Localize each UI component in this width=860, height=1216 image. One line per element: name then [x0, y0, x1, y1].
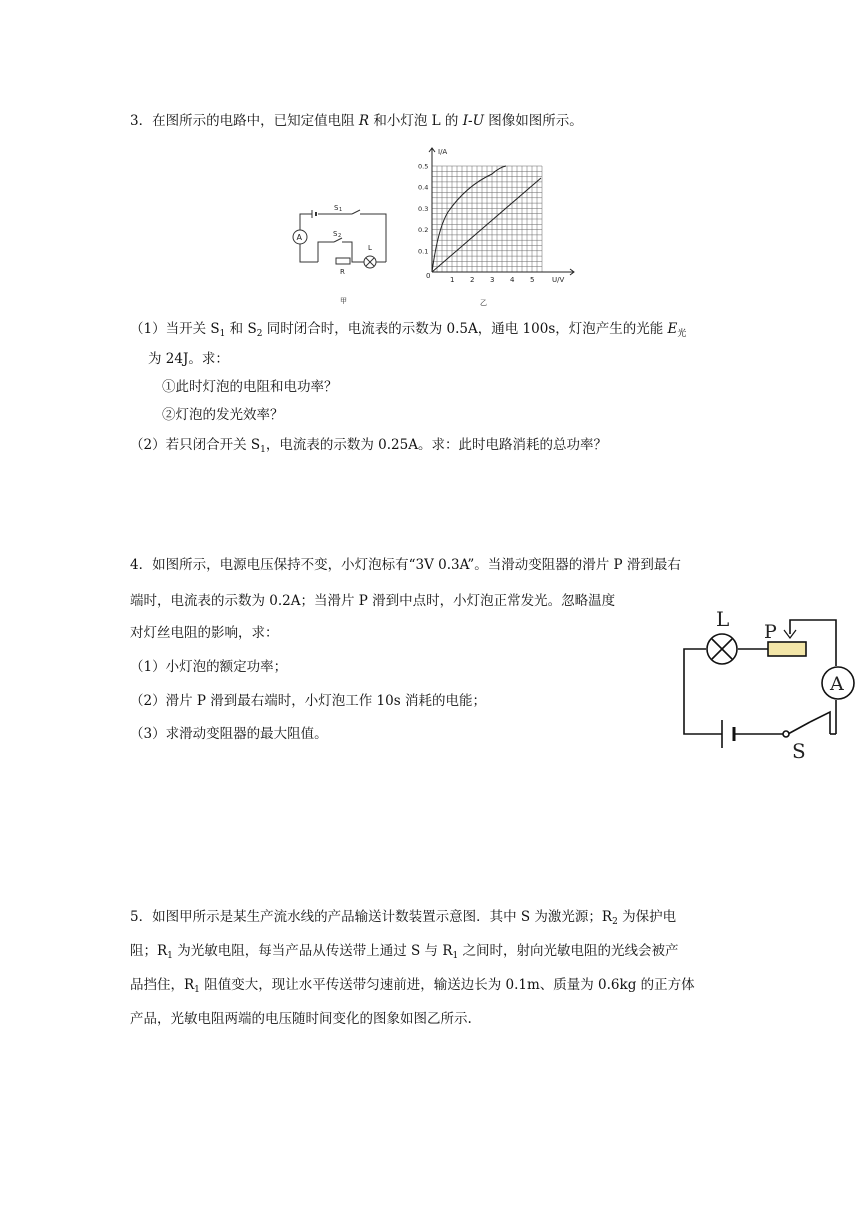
subscript: 光 — [677, 329, 687, 339]
q3-subquestion-2: ②灯泡的发光效率？ — [162, 407, 284, 423]
y-tick-label: 0.4 — [418, 183, 429, 192]
q3-resistor-symbol: R — [358, 113, 370, 129]
subscript: 1 — [452, 951, 459, 961]
q3-text: 和小灯泡 L 的 — [369, 113, 463, 129]
q4-ammeter-label: A — [830, 673, 844, 695]
q3-fig-caption-yi: 乙 — [480, 299, 487, 307]
resistor-iu-line — [432, 178, 541, 272]
q3-energy-symbol: E — [667, 321, 678, 337]
q4-lamp-label: L — [716, 607, 730, 631]
subscript: 1 — [194, 985, 200, 995]
q3-text: ，电流表的示数为 0.25A。求：此时电路消耗的总功率？ — [265, 437, 607, 453]
q4-item-3: （3）求滑动变阻器的最大阻值。 — [130, 726, 328, 742]
y-tick-label: 0.5 — [418, 162, 429, 171]
q3-switch-s2-sub: 2 — [338, 233, 342, 239]
q5-text: 为光敏电阻，每当产品从传送带上通过 S 与 R — [172, 943, 453, 959]
q5-line3 — [130, 976, 695, 999]
q3-text: （1）当开关 S — [130, 321, 220, 337]
q3-switch-s1-sub: 1 — [339, 207, 343, 213]
subscript: 2 — [256, 329, 263, 339]
q3-part1-line2: 为 24J。求： — [148, 351, 229, 367]
q3-part1-line — [130, 320, 686, 343]
y-tick-label: 0.3 — [418, 204, 429, 213]
q3-text: （2）若只闭合开关 S — [130, 437, 261, 453]
q3-text: 和 S — [225, 321, 257, 337]
q3-lamp-label: L — [368, 244, 372, 252]
x-tick-label: 5 — [530, 276, 535, 284]
q4-question-line1: 4．如图所示，电源电压保持不变，小灯泡标有“3V 0.3A”。当滑动变阻器的滑片 P 滑到最右 — [130, 557, 681, 573]
q3-part2-line — [130, 436, 607, 459]
x-tick-label: 1 — [450, 276, 455, 284]
q5-text: 为保护电 — [617, 909, 677, 925]
q3-text: 图像如图所示。 — [483, 113, 583, 129]
x-tick-label: 4 — [510, 276, 515, 284]
q5-text: 阻；R — [130, 943, 168, 959]
q4-circuit-diagram — [676, 604, 858, 766]
y-tick-label: 0.2 — [418, 226, 429, 235]
q3-fig-caption-jia: 甲 — [340, 297, 347, 305]
q5-line2 — [130, 942, 679, 965]
q3-circuit-diagram — [288, 198, 398, 310]
q3-switch-s1-label: S — [334, 204, 339, 212]
y-axis-label: I/A — [438, 148, 448, 156]
q3-ammeter-label: A — [296, 233, 302, 242]
q5-text: 5．如图甲所示是某生产流水线的产品输送计数装置示意图．其中 S 为激光源；R — [130, 909, 613, 925]
q5-line1 — [130, 908, 676, 931]
subscript: 1 — [219, 329, 226, 339]
q3-question-line — [130, 112, 583, 130]
q5-text: 品挡住，R — [130, 977, 195, 993]
q4-item-1: （1）小灯泡的额定功率； — [130, 659, 288, 675]
q3-resistor-label: R — [340, 268, 345, 276]
q5-line4: 产品，光敏电阻两端的电压随时间变化的图象如图乙所示. — [130, 1011, 472, 1027]
subscript: 1 — [167, 951, 173, 961]
q3-switch-s2-label: S — [333, 230, 338, 238]
x-axis-label: U/V — [552, 276, 565, 284]
q3-text: 同时闭合时，电流表的示数为 0.5A，通电 100s，灯泡产生的光能 — [262, 321, 668, 337]
q4-switch-label: S — [792, 739, 806, 763]
q3-iu-graph — [416, 140, 576, 310]
q3-iu-symbol: I-U — [462, 113, 484, 129]
q4-question-line3: 对灯丝电阻的影响，求： — [130, 625, 279, 641]
q5-text: 之间时，射向光敏电阻的光线会被产 — [458, 943, 679, 959]
x-tick-label: 3 — [490, 276, 495, 284]
y-tick-label: 0.1 — [418, 247, 429, 256]
q5-text: 阻值变大，现让水平传送带匀速前进，输送边长为 0.1m、质量为 0.6kg 的正方体 — [199, 977, 695, 993]
subscript: 1 — [260, 445, 266, 455]
origin-label: 0 — [426, 272, 431, 280]
subscript: 2 — [612, 917, 618, 927]
q3-text: 3．在图所示的电路中，已知定值电阻 — [130, 113, 359, 129]
q4-slider-label: P — [764, 621, 777, 643]
q3-subquestion-1: ①此时灯泡的电阻和电功率？ — [162, 379, 338, 395]
q4-item-2: （2）滑片 P 滑到最右端时，小灯泡工作 10s 消耗的电能； — [130, 693, 486, 709]
x-tick-label: 2 — [470, 276, 475, 284]
q4-question-line2: 端时，电流表的示数为 0.2A；当滑片 P 滑到中点时，小灯泡正常发光。忽略温度 — [130, 593, 616, 609]
